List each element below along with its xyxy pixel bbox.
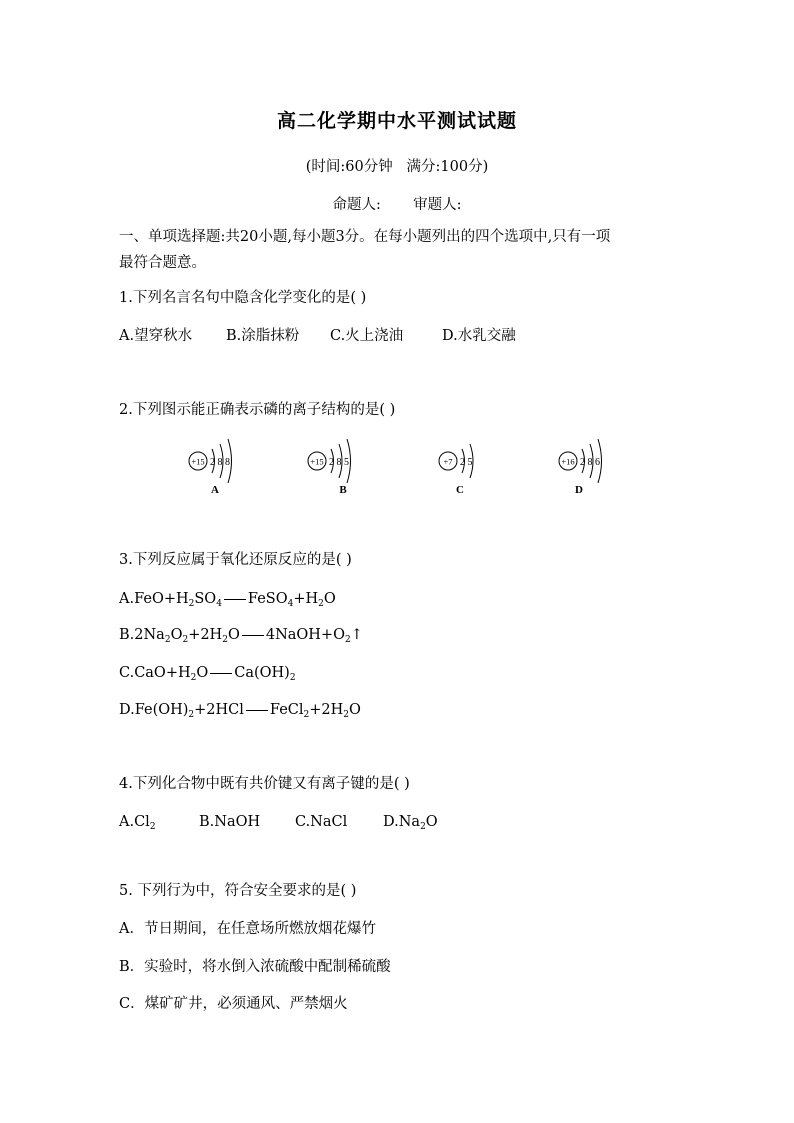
atom-structure-d: [558, 436, 668, 486]
option-b: B.NaOH: [199, 814, 261, 830]
atom-label-b: B: [339, 484, 347, 496]
reaction-line: [210, 673, 232, 674]
atom-label-a: A: [211, 484, 219, 496]
question-3-option-b: $B.2Na_2O_2+2H_2O$ $4NaOH+O_2↑$: [119, 627, 363, 645]
exam-authors: 命题人: 审题人:: [332, 197, 462, 213]
svg-text:+7: +7: [443, 456, 453, 467]
atom-label-c: C: [456, 484, 464, 496]
atom-structure-b: [307, 436, 417, 486]
question-5-option-a: A．节日期间，在任意场所燃放烟花爆竹: [119, 921, 376, 937]
question-2-stem: 2.下列图示能正确表示磷的离子结构的是( ): [119, 402, 396, 418]
atom-structure-c: [438, 436, 548, 486]
svg-text:2 8 8: 2 8 8: [210, 457, 230, 468]
option-d: D.水乳交融: [442, 328, 516, 344]
atom-label-d: D: [575, 484, 583, 496]
atom-diagram-a: [188, 436, 298, 498]
reaction-line: [242, 635, 264, 636]
question-5-option-b: B．实验时，将水倒入浓硫酸中配制稀硫酸: [119, 959, 391, 975]
option-c: C.NaCl: [295, 814, 348, 830]
question-1-options: [119, 329, 516, 344]
question-3-option-c: $C.CaO+H_2O$ $Ca(OH)_2$: [119, 665, 296, 683]
atom-diagram-c: [438, 436, 548, 498]
option-c: C.火上浇油: [330, 328, 404, 344]
question-3-option-d: $D.Fe(OH)_2+2HCl$ $FeCl_2+2H_2O$: [119, 702, 361, 720]
question-3-stem: 3.下列反应属于氧化还原反应的是( ): [119, 552, 352, 568]
section-instructions-line2: 最符合题意。: [119, 255, 206, 271]
option-a: $A.Cl_2$: [119, 814, 156, 832]
svg-text:+16: +16: [561, 456, 575, 467]
atom-structure-a: [188, 436, 298, 486]
section-instructions-line1: 一、单项选择题:共20小题,每小题3分。在每小题列出的四个选项中,只有一项: [119, 229, 611, 245]
reaction-line: [224, 599, 246, 600]
question-5-stem: 5. 下列行为中，符合安全要求的是( ): [119, 883, 357, 899]
svg-text:2 5: 2 5: [460, 457, 473, 468]
question-4-options: [119, 815, 438, 830]
option-d: $D.Na_2O$: [383, 814, 438, 832]
question-1-stem: 1.下列名言名句中隐含化学变化的是( ): [119, 290, 367, 306]
svg-text:2 8 5: 2 8 5: [329, 457, 349, 468]
svg-text:2 8 6: 2 8 6: [580, 457, 600, 468]
svg-text:+15: +15: [191, 456, 205, 467]
exam-time-info: (时间:60分钟 满分:100分): [305, 159, 489, 175]
atom-diagram-d: [558, 436, 668, 498]
question-3-option-a: $A.FeO+H_2SO_4$ $FeSO_4+H_2O$: [119, 591, 336, 609]
reaction-line: [246, 710, 268, 711]
option-b: B.涂脂抹粉: [226, 328, 300, 344]
page-title: 高二化学期中水平测试试题: [276, 110, 517, 132]
svg-text:+15: +15: [310, 456, 324, 467]
option-a: A.望穿秋水: [119, 328, 193, 344]
atom-diagram-b: [307, 436, 417, 498]
question-5-option-c: C．煤矿矿井，必须通风、严禁烟火: [119, 996, 348, 1012]
question-4-stem: 4.下列化合物中既有共价键又有离子键的是( ): [119, 776, 410, 792]
